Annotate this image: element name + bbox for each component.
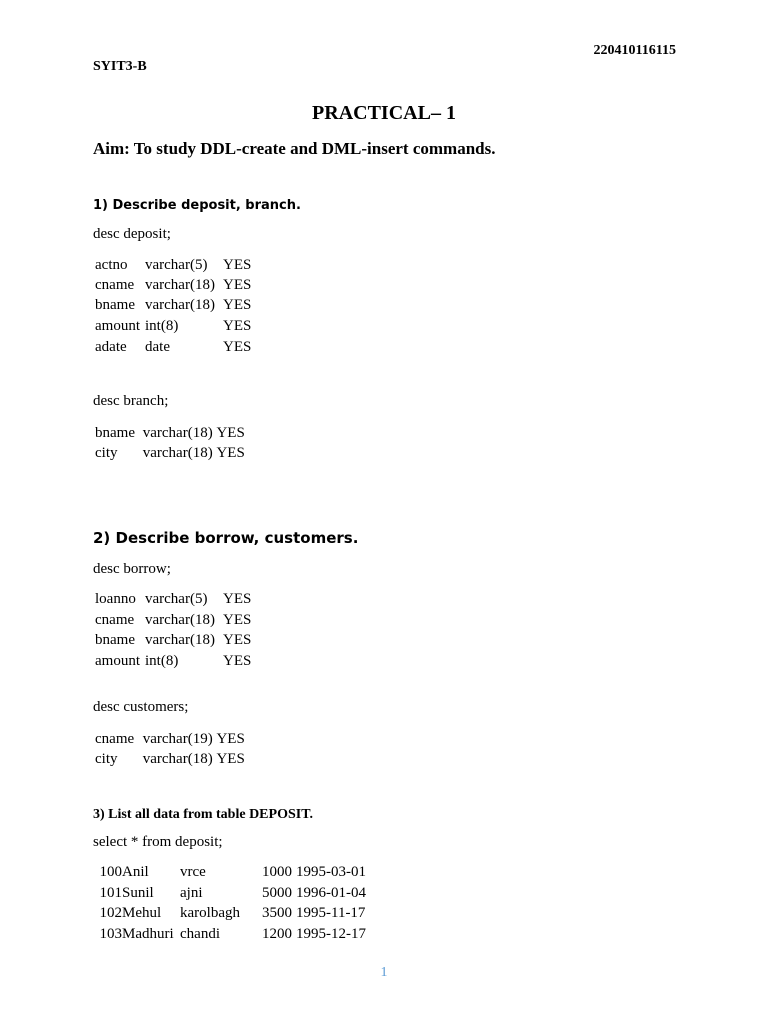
customers-desc-row bbox=[95, 731, 245, 752]
field-name: city bbox=[95, 751, 118, 767]
actno-cell: 103 bbox=[99, 926, 122, 942]
deposit-data-row bbox=[95, 864, 366, 881]
actno-cell: 100 bbox=[99, 864, 122, 880]
deposit-data-row bbox=[95, 926, 366, 943]
adate-cell: 1995-11-17 bbox=[296, 905, 366, 921]
field-null: YES bbox=[216, 751, 245, 767]
amount-cell: 1200 bbox=[262, 926, 292, 942]
adate-cell: 1996-01-04 bbox=[296, 885, 366, 901]
customers-desc-row bbox=[95, 751, 245, 772]
borrow-desc-row bbox=[95, 653, 251, 674]
field-name: amount bbox=[95, 653, 140, 669]
borrow-desc-row bbox=[95, 612, 251, 633]
field-type: varchar(18) bbox=[145, 297, 215, 313]
field-name: loanno bbox=[95, 591, 136, 607]
field-null: YES bbox=[223, 277, 252, 293]
aim-text: Aim: To study DDL-create and DML-insert commands. bbox=[93, 139, 496, 158]
amount-cell: 1000 bbox=[262, 864, 292, 880]
field-null: YES bbox=[216, 445, 245, 461]
branch-desc-row bbox=[95, 425, 245, 446]
desc-customers-command: desc customers; bbox=[93, 699, 189, 715]
field-name: actno bbox=[95, 257, 128, 273]
field-name: city bbox=[95, 445, 118, 461]
field-type: varchar(5) bbox=[145, 591, 208, 607]
borrow-desc-row bbox=[95, 591, 251, 612]
actno-cell: 102 bbox=[99, 905, 122, 921]
adate-cell: 1995-03-01 bbox=[296, 864, 366, 880]
actno-cell: 101 bbox=[99, 885, 122, 901]
deposit-desc-row bbox=[95, 297, 251, 318]
bname-cell: chandi bbox=[180, 926, 220, 942]
desc-branch-command: desc branch; bbox=[93, 393, 169, 409]
cname-cell: Madhuri bbox=[122, 926, 174, 942]
roll-number: 220410116115 bbox=[593, 43, 676, 58]
field-null: YES bbox=[223, 318, 252, 334]
cname-cell: Anil bbox=[122, 864, 149, 880]
amount-cell: 5000 bbox=[262, 885, 292, 901]
field-null: YES bbox=[216, 731, 245, 747]
field-type: date bbox=[145, 339, 170, 355]
desc-borrow-command: desc borrow; bbox=[93, 561, 171, 577]
class-label: SYIT3-B bbox=[93, 59, 147, 74]
question-2-heading: 2) Describe borrow, customers. bbox=[93, 529, 359, 547]
select-deposit-command: select * from deposit; bbox=[93, 834, 223, 850]
field-name: bname bbox=[95, 425, 135, 441]
field-name: cname bbox=[95, 612, 135, 628]
field-type: int(8) bbox=[145, 318, 179, 334]
field-type: varchar(5) bbox=[145, 257, 208, 273]
field-name: bname bbox=[95, 632, 135, 648]
deposit-desc-row bbox=[95, 318, 251, 339]
field-name: cname bbox=[95, 731, 135, 747]
page-title: PRACTICAL– 1 bbox=[312, 102, 456, 124]
bname-cell: vrce bbox=[180, 864, 206, 880]
field-null: YES bbox=[223, 653, 252, 669]
deposit-desc-row bbox=[95, 257, 251, 278]
field-name: cname bbox=[95, 277, 135, 293]
field-name: adate bbox=[95, 339, 127, 355]
field-type: varchar(18) bbox=[145, 612, 215, 628]
field-null: YES bbox=[223, 339, 252, 355]
field-name: amount bbox=[95, 318, 140, 334]
field-type: varchar(18) bbox=[142, 425, 213, 441]
field-null: YES bbox=[223, 257, 252, 273]
field-type: varchar(18) bbox=[145, 277, 215, 293]
field-type: varchar(19) bbox=[142, 731, 213, 747]
field-type: varchar(18) bbox=[142, 751, 213, 767]
field-name: bname bbox=[95, 297, 135, 313]
field-type: varchar(18) bbox=[142, 445, 213, 461]
deposit-data-row bbox=[95, 905, 365, 922]
page-number: 1 bbox=[380, 965, 388, 980]
amount-cell: 3500 bbox=[262, 905, 292, 921]
field-null: YES bbox=[223, 632, 252, 648]
deposit-desc-row bbox=[95, 277, 251, 298]
adate-cell: 1995-12-17 bbox=[296, 926, 366, 942]
deposit-data-row bbox=[95, 885, 366, 902]
field-type: varchar(18) bbox=[145, 632, 215, 648]
question-3-heading: 3) List all data from table DEPOSIT. bbox=[93, 807, 313, 822]
branch-desc-row bbox=[95, 445, 245, 466]
question-1-heading: 1) Describe deposit, branch. bbox=[93, 198, 301, 213]
borrow-desc-row bbox=[95, 632, 251, 653]
desc-deposit-command: desc deposit; bbox=[93, 226, 171, 242]
field-null: YES bbox=[216, 425, 245, 441]
bname-cell: ajni bbox=[180, 885, 203, 901]
field-type: int(8) bbox=[145, 653, 179, 669]
field-null: YES bbox=[223, 612, 252, 628]
bname-cell: karolbagh bbox=[180, 905, 240, 921]
cname-cell: Sunil bbox=[122, 885, 154, 901]
cname-cell: Mehul bbox=[122, 905, 162, 921]
deposit-desc-row bbox=[95, 339, 251, 360]
field-null: YES bbox=[223, 591, 252, 607]
field-null: YES bbox=[223, 297, 252, 313]
